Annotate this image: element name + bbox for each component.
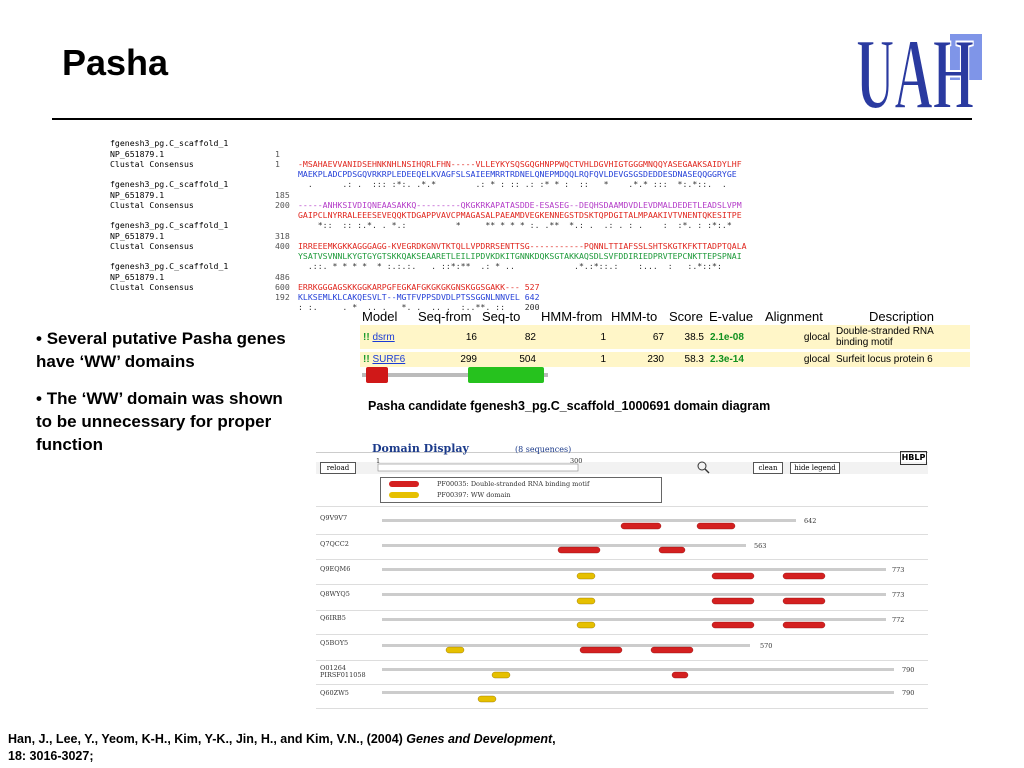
dsrbd-domain[interactable] [712, 573, 754, 579]
seq-to-cell: 82 [480, 325, 539, 351]
seq-from-cell: 299 [416, 351, 480, 368]
col-header-hmm-to: HMM-to [611, 308, 658, 324]
evalue-cell: 2.1e-08 [707, 325, 763, 351]
protein-bar-q9eqm6[interactable] [382, 568, 886, 571]
legend-ww-swatch [389, 492, 419, 498]
significance-flag: !! [363, 354, 370, 365]
title-divider [52, 118, 972, 120]
pfam-results-table [360, 307, 970, 367]
legend-ww-label: PF00397: WW domain [437, 491, 511, 499]
hblp-button[interactable]: HBLP [900, 451, 927, 465]
uah-logo [855, 12, 985, 112]
model-link-dsrm[interactable]: dsrm [372, 331, 395, 343]
diagram-caption: Pasha candidate fgenesh3_pg.C_scaffold_1000691 domain diagram [368, 399, 771, 413]
protein-label[interactable]: Q7QCC2 [320, 540, 349, 548]
dsrbd-domain[interactable] [580, 647, 622, 653]
legend-dsrbd-swatch [389, 481, 419, 487]
consensus-line: : :. . * .. . *. . .. . :..**. :: 200 [298, 302, 540, 313]
dsrbd-domain[interactable] [697, 523, 735, 529]
sequence-residues: ERRKGGGAGSKKGGKARPGFEGKAFGKGKGKGNSKGGSGAKK--- 527 [298, 281, 540, 292]
sequence-position: 400 [275, 240, 290, 251]
sequence-name: NP_651879.1 [110, 189, 165, 200]
scale-start-label: 1 [376, 457, 381, 465]
seq-to-cell: 504 [480, 351, 539, 368]
domain-legend [380, 477, 662, 503]
hmm-to-cell: 67 [609, 325, 667, 351]
col-header-score: Score [669, 308, 703, 324]
ww-domain[interactable] [577, 598, 595, 604]
sequence-residues: -----ANHKSIVDIQNEAASAKKQ---------QKGKRKAPATASDDE-ESASEG--DEQHSDAAMDVDLEVDMALDEDETLEADSLVPM [298, 199, 742, 210]
dsrbd-domain[interactable] [783, 573, 825, 579]
score-cell: 58.3 [667, 351, 707, 368]
alignment-cell: glocal [763, 351, 833, 368]
sequence-name: fgenesh3_pg.C_scaffold_1 [110, 220, 229, 231]
protein-length: 570 [760, 642, 773, 650]
protein-label[interactable]: O01264 [320, 664, 347, 672]
sequence-name: NP_651879.1 [110, 230, 165, 241]
col-header-seq-to: Seq-to [482, 308, 521, 324]
protein-length: 790 [902, 689, 915, 697]
sequence-position: 600 [275, 281, 290, 292]
scale-end-label: 300 [570, 457, 583, 465]
sequence-name: Clustal Consensus [110, 199, 194, 210]
consensus-line: *:: :: :.*. . *.: * ** * * * :. .** *.: . .: . : . : :*. : :*:.* [298, 220, 732, 231]
model-link-surf6[interactable]: SURF6 [372, 354, 406, 365]
table-row [360, 325, 970, 351]
citation [8, 731, 568, 765]
significance-flag: !! [363, 331, 370, 343]
model-cell [360, 325, 416, 351]
dsrbd-domain[interactable] [659, 547, 685, 553]
protein-bar-q5boy5[interactable] [382, 644, 750, 647]
protein-label[interactable]: Q8WYQ5 [320, 590, 350, 598]
sequence-position: 185 [275, 189, 290, 200]
ww-domain[interactable] [478, 696, 496, 702]
dsrbd-domain[interactable] [558, 547, 600, 553]
sequence-position: 192 [275, 292, 290, 303]
sequence-count: (8 sequences) [515, 445, 572, 454]
protein-label[interactable]: Q60ZW5 [320, 689, 349, 697]
protein-bar-o01264[interactable] [382, 668, 894, 671]
logo-text: UAH [856, 18, 974, 112]
col-header-model: Model [362, 308, 398, 324]
protein-label[interactable]: Q9V9V7 [320, 514, 348, 522]
sequence-name: NP_651879.1 [110, 148, 165, 159]
protein-length: 772 [892, 616, 905, 624]
bullet-text: Several putative Pasha genes have ‘WW’ domains [36, 329, 286, 371]
hmm-to-cell: 230 [609, 351, 667, 368]
sequence-residues: YSATVSVNNLKYGTGYGTSKKQAKSEAARETLEILIPDVKDKITGNNKDQKSGTAKKAQSDLSVFDDIRIEDPRVTEPCNKTTEPSPNAI [298, 251, 742, 262]
sequence-position: 1 [275, 158, 280, 169]
bullet-list [36, 327, 294, 470]
col-header-hmm-from: HMM-from [541, 308, 603, 324]
sequence-residues: -MSAHAEVVANIDSEHNKNHLNSIHQRLFHN-----VLLEYKYSQSGQGHNPPWQCTVHLDGVHIGTGGGMNQQYASEGAAKSAIDYLHF [298, 158, 742, 169]
protein-length: 773 [892, 591, 905, 599]
protein-bar-q7qcc2[interactable] [382, 544, 746, 547]
clean-button[interactable]: clean [753, 462, 783, 474]
col-header-description: Description [868, 308, 935, 324]
alignment-block [110, 128, 880, 190]
sequence-name: fgenesh3_pg.C_scaffold_1 [110, 261, 229, 272]
protein-bar-q6irb5[interactable] [382, 618, 886, 621]
protein-family-label[interactable]: PIRSF011058 [320, 671, 366, 679]
alignment-block [110, 251, 880, 313]
sequence-position: 1 [275, 148, 280, 159]
bullet-text: The ‘WW’ domain was shown to be unnecessary for proper function [36, 389, 283, 454]
score-cell: 38.5 [667, 325, 707, 351]
surf6-domain-box [468, 367, 544, 383]
citation-volume: , 18: 3016-3027; [8, 732, 556, 763]
dsrbd-domain[interactable] [672, 672, 688, 678]
sequence-position: 318 [275, 230, 290, 241]
sequence-name: NP_651879.1 [110, 271, 165, 282]
col-header-evalue: E-value [709, 308, 754, 324]
protein-label[interactable]: Q6IRB5 [320, 614, 346, 622]
sequence-name: Clustal Consensus [110, 240, 194, 251]
consensus-line: . .: . ::: :*:. .*.* .: * : :: .: :* * : :: * .*.* ::: *:.*::. . [298, 179, 727, 190]
protein-bar-q60zw5[interactable] [382, 691, 894, 694]
domain-strip-diagram [360, 364, 550, 386]
dsrbd-domain[interactable] [621, 523, 661, 529]
sequence-residues: GAIPCLNYRRALEEESEVEQQKTDGAPPVAVCPMAGASALPAEAMDVEGKENNEGSTDSKTQPDGITALMPAAKIVTVNENTQKESITPE [298, 210, 742, 221]
citation-authors: Han, J., Lee, Y., Yeom, K-H., Kim, Y-K., Jin, H., and Kim, V.N., (2004) [8, 732, 407, 746]
hide-legend-button[interactable]: hide legend [790, 462, 840, 474]
reload-button[interactable]: reload [320, 462, 356, 474]
ww-domain[interactable] [577, 573, 595, 579]
bullet-item: • The ‘WW’ domain was shown to be unnecessary for proper function [36, 389, 283, 454]
dsrbd-domain[interactable] [651, 647, 693, 653]
description-cell: Double-stranded RNA binding motif [833, 325, 970, 351]
protein-length: 563 [754, 542, 767, 550]
dsrbd-domain[interactable] [783, 598, 825, 604]
citation-journal: Genes and Development [406, 732, 553, 746]
sequence-residues: IRREEEMKGKKAGGGAGG-KVEGRDKGNVTKTQLLVPDRRSENTTSG-----------PQNNLTTIAFSSLSHTSKGTKFKTTADPTQALA [298, 240, 747, 251]
sequence-position: 486 [275, 271, 290, 282]
sequence-name: Clustal Consensus [110, 158, 194, 169]
hmm-from-cell: 1 [539, 325, 609, 351]
protein-bar-q9v9v7[interactable] [382, 519, 796, 522]
sequence-name: fgenesh3_pg.C_scaffold_1 [110, 138, 229, 149]
ww-domain[interactable] [577, 622, 595, 628]
protein-length: 773 [892, 566, 905, 574]
dsrbd-domain[interactable] [712, 622, 754, 628]
evalue-cell: 2.3e-14 [707, 351, 763, 368]
col-header-seq-from: Seq-from [418, 308, 472, 324]
legend-dsrbd-label: PF00035: Double-stranded RNA binding motif [437, 480, 590, 488]
seq-from-cell: 16 [416, 325, 480, 351]
sequence-name: fgenesh3_pg.C_scaffold_1 [110, 179, 229, 190]
sequence-residues: MAEKPLADCPDSGQVRKRPLEDEEQELKVAGFSLSAIEEMRRTRDNELQNEPMDQQLRQFQVLDEVGSGSDEDDESDNASEQQGGRYGE [298, 169, 737, 180]
description-cell: Surfeit locus protein 6 [833, 351, 970, 368]
ww-domain[interactable] [446, 647, 464, 653]
protein-length: 790 [902, 666, 915, 674]
protein-length: 642 [804, 517, 817, 525]
alignment-block [110, 210, 880, 272]
scale-bar[interactable] [378, 464, 578, 471]
sequence-name: Clustal Consensus [110, 281, 194, 292]
dsrbd-domain[interactable] [712, 598, 754, 604]
dsrbd-domain[interactable] [783, 622, 825, 628]
alignment-cell: glocal [763, 325, 833, 351]
dsrm-domain-box [366, 367, 388, 383]
domain-display-title: Domain Display [372, 442, 469, 455]
consensus-line: .::. * * * * * :.:.:. . ::*:** .: * .. .*.:*::.: :... : :.*::*: [298, 261, 722, 272]
protein-label[interactable]: Q5BOY5 [320, 639, 349, 647]
sequence-residues: KLKSEMLKLCAKQESVLT--MGTFVPPSDVDLPTSSGGNLNNVEL 642 [298, 292, 540, 303]
page-title: Pasha [62, 42, 169, 83]
protein-bar-q8wyq5[interactable] [382, 593, 886, 596]
col-header-alignment: Alignment [765, 308, 823, 324]
alignment-block [110, 169, 880, 231]
protein-label[interactable]: Q9EQM6 [320, 565, 351, 573]
ww-domain[interactable] [492, 672, 510, 678]
sequence-position: 200 [275, 199, 290, 210]
bullet-item: • Several putative Pasha genes have ‘WW’ domains [36, 329, 286, 371]
hmm-from-cell: 1 [539, 351, 609, 368]
